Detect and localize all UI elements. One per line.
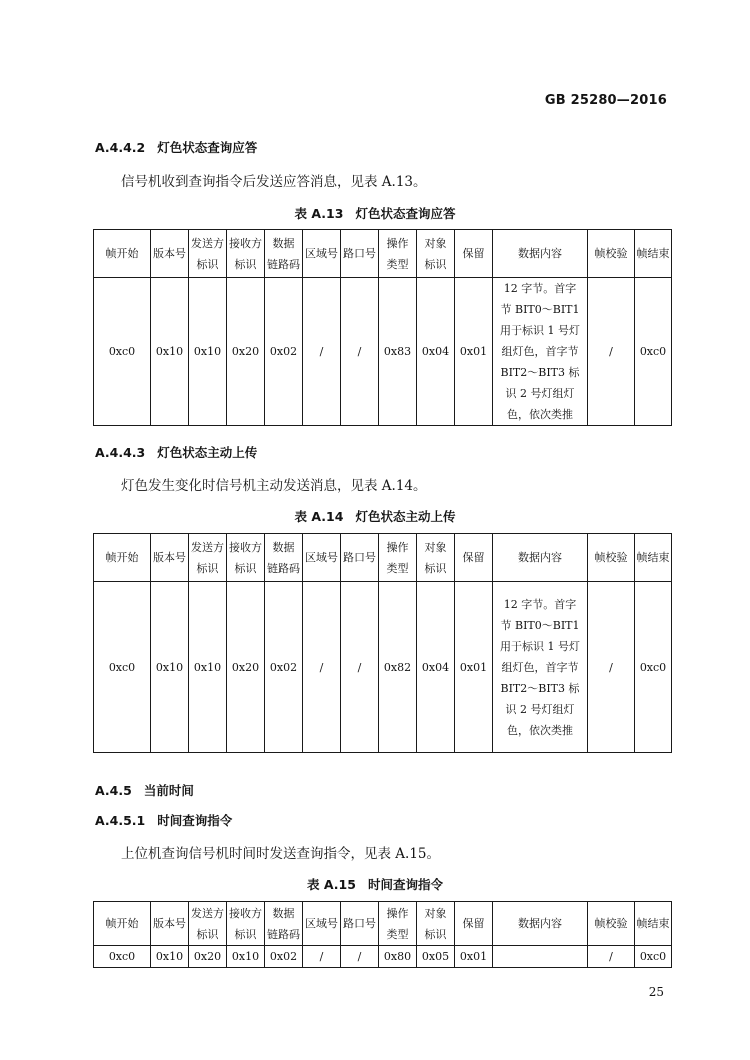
section-number: A.4.4.2 — [95, 140, 146, 155]
cell-frame-end: 0xc0 — [635, 278, 672, 426]
cell-frame-start: 0xc0 — [94, 582, 151, 753]
cell-datalink: 0x02 — [265, 582, 303, 753]
cell-reserved: 0x01 — [455, 946, 493, 968]
table-header-row — [94, 534, 672, 582]
cell-frame-start: 0xc0 — [94, 278, 151, 426]
col-datalink: 数据 链路码 — [265, 902, 303, 946]
cell-datalink: 0x02 — [265, 946, 303, 968]
cell-frame-start: 0xc0 — [94, 946, 151, 968]
section-title: 灯色状态查询应答 — [157, 140, 258, 155]
col-reserved: 保留 — [455, 534, 493, 582]
col-receiver: 接收方 标识 — [227, 902, 265, 946]
standard-header: GB 25280—2016 — [544, 93, 667, 108]
col-frame-end: 帧结束 — [635, 902, 672, 946]
cell-sender: 0x20 — [189, 946, 227, 968]
col-op: 操作 类型 — [379, 902, 417, 946]
col-version: 版本号 — [151, 902, 189, 946]
table-a13 — [93, 229, 672, 426]
col-obj: 对象 标识 — [417, 902, 455, 946]
col-checksum: 帧校验 — [588, 902, 635, 946]
cell-content: 12 字节。首字节 BIT0～BIT1 用于标识 1 号灯组灯色，首字节 BIT2～BIT3 标识 2 号灯组灯色，依次类推 — [493, 582, 588, 753]
cell-obj: 0x04 — [417, 582, 455, 753]
cell-version: 0x10 — [151, 278, 189, 426]
caption-number: 表 A.14 — [294, 509, 344, 524]
table-row — [94, 582, 672, 753]
col-obj: 对象 标识 — [417, 534, 455, 582]
section-heading-a4-5 — [95, 781, 194, 799]
section-title: 时间查询指令 — [157, 813, 233, 828]
section-title: 当前时间 — [143, 783, 194, 798]
cell-obj: 0x04 — [417, 278, 455, 426]
table-caption-a15 — [0, 875, 750, 893]
section-heading-a4-4-2 — [95, 138, 257, 156]
col-intersection: 路口号 — [341, 902, 379, 946]
cell-content — [493, 946, 588, 968]
cell-op: 0x80 — [379, 946, 417, 968]
caption-title: 时间查询指令 — [367, 877, 443, 892]
cell-area: / — [303, 946, 341, 968]
col-datalink: 数据 链路码 — [265, 534, 303, 582]
section-heading-a4-5-1 — [95, 811, 232, 829]
col-datalink: 数据 链路码 — [265, 230, 303, 278]
col-receiver: 接收方 标识 — [227, 534, 265, 582]
col-area: 区域号 — [303, 902, 341, 946]
cell-area: / — [303, 582, 341, 753]
col-checksum: 帧校验 — [588, 534, 635, 582]
table-a15 — [93, 901, 672, 968]
col-frame-start: 帧开始 — [94, 230, 151, 278]
section-number: A.4.4.3 — [95, 445, 146, 460]
cell-op: 0x83 — [379, 278, 417, 426]
table-caption-a13 — [0, 204, 750, 222]
col-sender: 发送方 标识 — [189, 902, 227, 946]
table-row — [94, 278, 672, 426]
col-area: 区域号 — [303, 534, 341, 582]
col-op: 操作 类型 — [379, 534, 417, 582]
col-frame-start: 帧开始 — [94, 902, 151, 946]
cell-intersection: / — [341, 582, 379, 753]
caption-title: 灯色状态查询应答 — [355, 206, 456, 221]
col-version: 版本号 — [151, 534, 189, 582]
cell-datalink: 0x02 — [265, 278, 303, 426]
cell-obj: 0x05 — [417, 946, 455, 968]
col-op: 操作 类型 — [379, 230, 417, 278]
cell-checksum: / — [588, 582, 635, 753]
section-number: A.4.5.1 — [95, 813, 146, 828]
table-caption-a14 — [0, 507, 750, 525]
cell-receiver: 0x20 — [227, 582, 265, 753]
col-obj: 对象 标识 — [417, 230, 455, 278]
cell-reserved: 0x01 — [455, 582, 493, 753]
table-a14 — [93, 533, 672, 753]
paragraph-a4-4-3: 灯色发生变化时信号机主动发送消息，见表 A.14。 — [121, 478, 427, 494]
cell-reserved: 0x01 — [455, 278, 493, 426]
table-header-row — [94, 230, 672, 278]
col-content: 数据内容 — [493, 902, 588, 946]
page-number: 25 — [648, 985, 664, 999]
cell-intersection: / — [341, 946, 379, 968]
cell-checksum: / — [588, 946, 635, 968]
col-intersection: 路口号 — [341, 230, 379, 278]
col-frame-start: 帧开始 — [94, 534, 151, 582]
section-heading-a4-4-3 — [95, 443, 257, 461]
cell-sender: 0x10 — [189, 582, 227, 753]
col-sender: 发送方 标识 — [189, 534, 227, 582]
cell-version: 0x10 — [151, 946, 189, 968]
col-area: 区域号 — [303, 230, 341, 278]
col-frame-end: 帧结束 — [635, 230, 672, 278]
table-row — [94, 946, 672, 968]
section-title: 灯色状态主动上传 — [157, 445, 258, 460]
caption-title: 灯色状态主动上传 — [355, 509, 456, 524]
cell-version: 0x10 — [151, 582, 189, 753]
section-number: A.4.5 — [95, 783, 132, 798]
paragraph-a4-4-2: 信号机收到查询指令后发送应答消息，见表 A.13。 — [121, 174, 427, 190]
cell-receiver: 0x20 — [227, 278, 265, 426]
cell-sender: 0x10 — [189, 278, 227, 426]
col-intersection: 路口号 — [341, 534, 379, 582]
caption-number: 表 A.13 — [294, 206, 344, 221]
table-header-row — [94, 902, 672, 946]
cell-checksum: / — [588, 278, 635, 426]
col-frame-end: 帧结束 — [635, 534, 672, 582]
cell-op: 0x82 — [379, 582, 417, 753]
cell-frame-end: 0xc0 — [635, 582, 672, 753]
col-content: 数据内容 — [493, 230, 588, 278]
cell-intersection: / — [341, 278, 379, 426]
cell-content: 12 字节。首字节 BIT0～BIT1 用于标识 1 号灯组灯色，首字节 BIT2～BIT3 标识 2 号灯组灯色，依次类推 — [493, 278, 588, 426]
col-checksum: 帧校验 — [588, 230, 635, 278]
caption-number: 表 A.15 — [307, 877, 356, 892]
col-reserved: 保留 — [455, 902, 493, 946]
paragraph-a4-5-1: 上位机查询信号机时间时发送查询指令，见表 A.15。 — [121, 846, 441, 862]
col-sender: 发送方 标识 — [189, 230, 227, 278]
cell-frame-end: 0xc0 — [635, 946, 672, 968]
col-receiver: 接收方 标识 — [227, 230, 265, 278]
col-version: 版本号 — [151, 230, 189, 278]
col-reserved: 保留 — [455, 230, 493, 278]
cell-area: / — [303, 278, 341, 426]
cell-receiver: 0x10 — [227, 946, 265, 968]
col-content: 数据内容 — [493, 534, 588, 582]
